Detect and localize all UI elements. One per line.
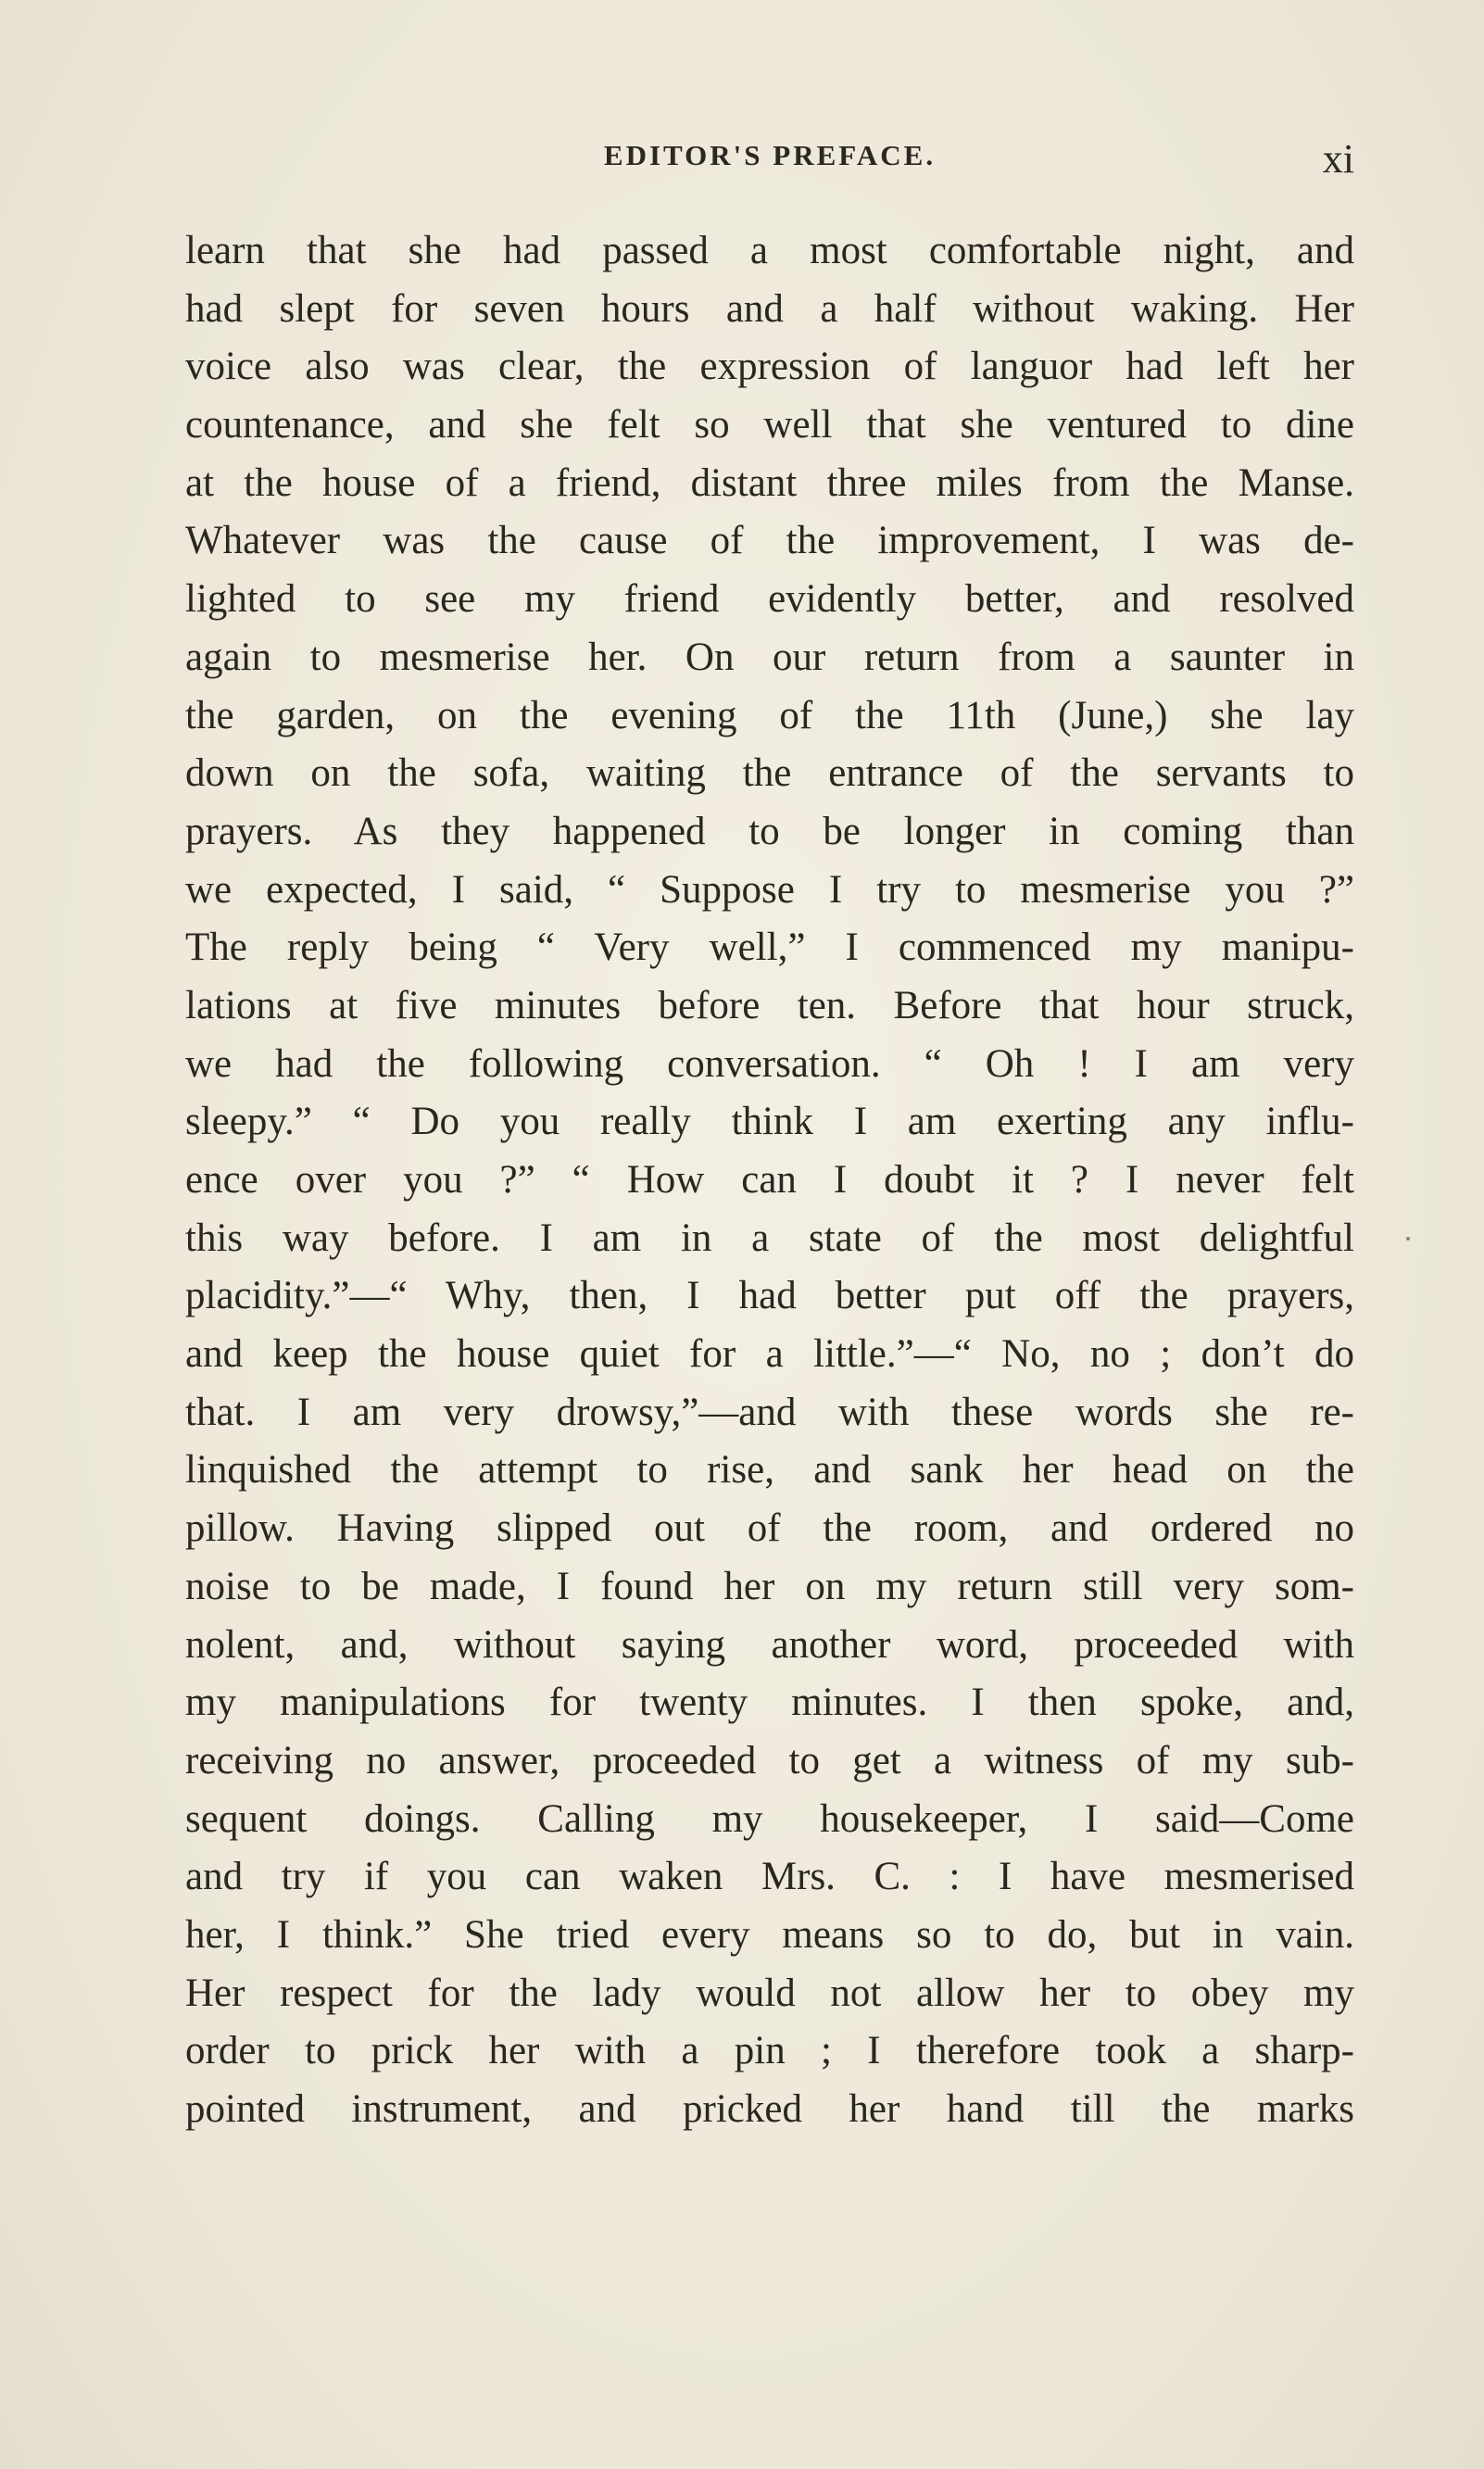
text-line: receiving no answer, proceeded to get a witness of my sub- <box>185 1738 1354 1782</box>
running-title: EDITOR'S PREFACE. <box>603 139 937 171</box>
text-line: placidity.”—“ Why, then, I had better put off the prayers, <box>185 1274 1354 1318</box>
text-line: Whatever was the cause of the improvement, I was de- <box>185 519 1354 563</box>
text-line: order to prick her with a pin ; I therefore took a sharp- <box>185 2029 1354 2073</box>
text-line: Her respect for the lady would not allow her to obey my <box>185 1971 1354 2015</box>
text-line: and try if you can waken Mrs. C. : I have mesmerised <box>185 1855 1354 1899</box>
text-line: again to mesmerise her. On our return from a saunter in <box>185 635 1354 679</box>
text-line: voice also was clear, the expression of languor had left her <box>185 345 1354 389</box>
running-head <box>185 136 1354 195</box>
text-line: down on the sofa, waiting the entrance of the servants to <box>185 751 1354 796</box>
text-line: lighted to see my friend evidently better, and resolved <box>185 577 1354 622</box>
text-line: nolent, and, without saying another word, proceeded with <box>185 1622 1354 1667</box>
text-line: sequent doings. Calling my housekeeper, I said—Come <box>185 1796 1354 1841</box>
text-line: at the house of a friend, distant three miles from the Manse. <box>185 460 1354 505</box>
text-line: pointed instrument, and pricked her hand till the marks <box>185 2087 1354 2131</box>
text-line: that. I am very drowsy,”—and with these words she re- <box>185 1390 1354 1434</box>
text-line: countenance, and she felt so well that she ventured to dine <box>185 403 1354 447</box>
text-line: her, I think.” She tried every means so to do, but in vain. <box>185 1912 1354 1957</box>
text-line: had slept for seven hours and a half without waking. Her <box>185 286 1354 331</box>
text-line: prayers. As they happened to be longer in coming than <box>185 809 1354 853</box>
text-line: ence over you ?” “ How can I doubt it ? I never felt <box>185 1158 1354 1202</box>
text-line: my manipulations for twenty minutes. I then spoke, and, <box>185 1681 1354 1725</box>
text-line: the garden, on the evening of the 11th (June,) she lay <box>185 693 1354 737</box>
scan-speck <box>1406 1237 1410 1241</box>
text-line: noise to be made, I found her on my return still very som- <box>185 1564 1354 1608</box>
text-line: we expected, I said, “ Suppose I try to mesmerise you ?” <box>185 867 1354 912</box>
text-line: pillow. Having slipped out of the room, and ordered no <box>185 1506 1354 1551</box>
text-line: lations at five minutes before ten. Before that hour struck, <box>185 983 1354 1027</box>
text-line: and keep the house quiet for a little.”—“ No, no ; don’t do <box>185 1332 1354 1377</box>
text-line: linquished the attempt to rise, and sank her head on the <box>185 1448 1354 1493</box>
body-text <box>185 222 1354 2139</box>
text-line: sleepy.” “ Do you really think I am exerting any influ- <box>185 1100 1354 1144</box>
page-number: xi <box>1322 136 1354 182</box>
text-line: this way before. I am in a state of the most delightful <box>185 1216 1354 1260</box>
text-line: learn that she had passed a most comfortable night, and <box>185 229 1354 272</box>
text-line: The reply being “ Very well,” I commenced my manipu- <box>185 926 1354 970</box>
text-line: we had the following conversation. “ Oh ! I am very <box>185 1041 1354 1086</box>
